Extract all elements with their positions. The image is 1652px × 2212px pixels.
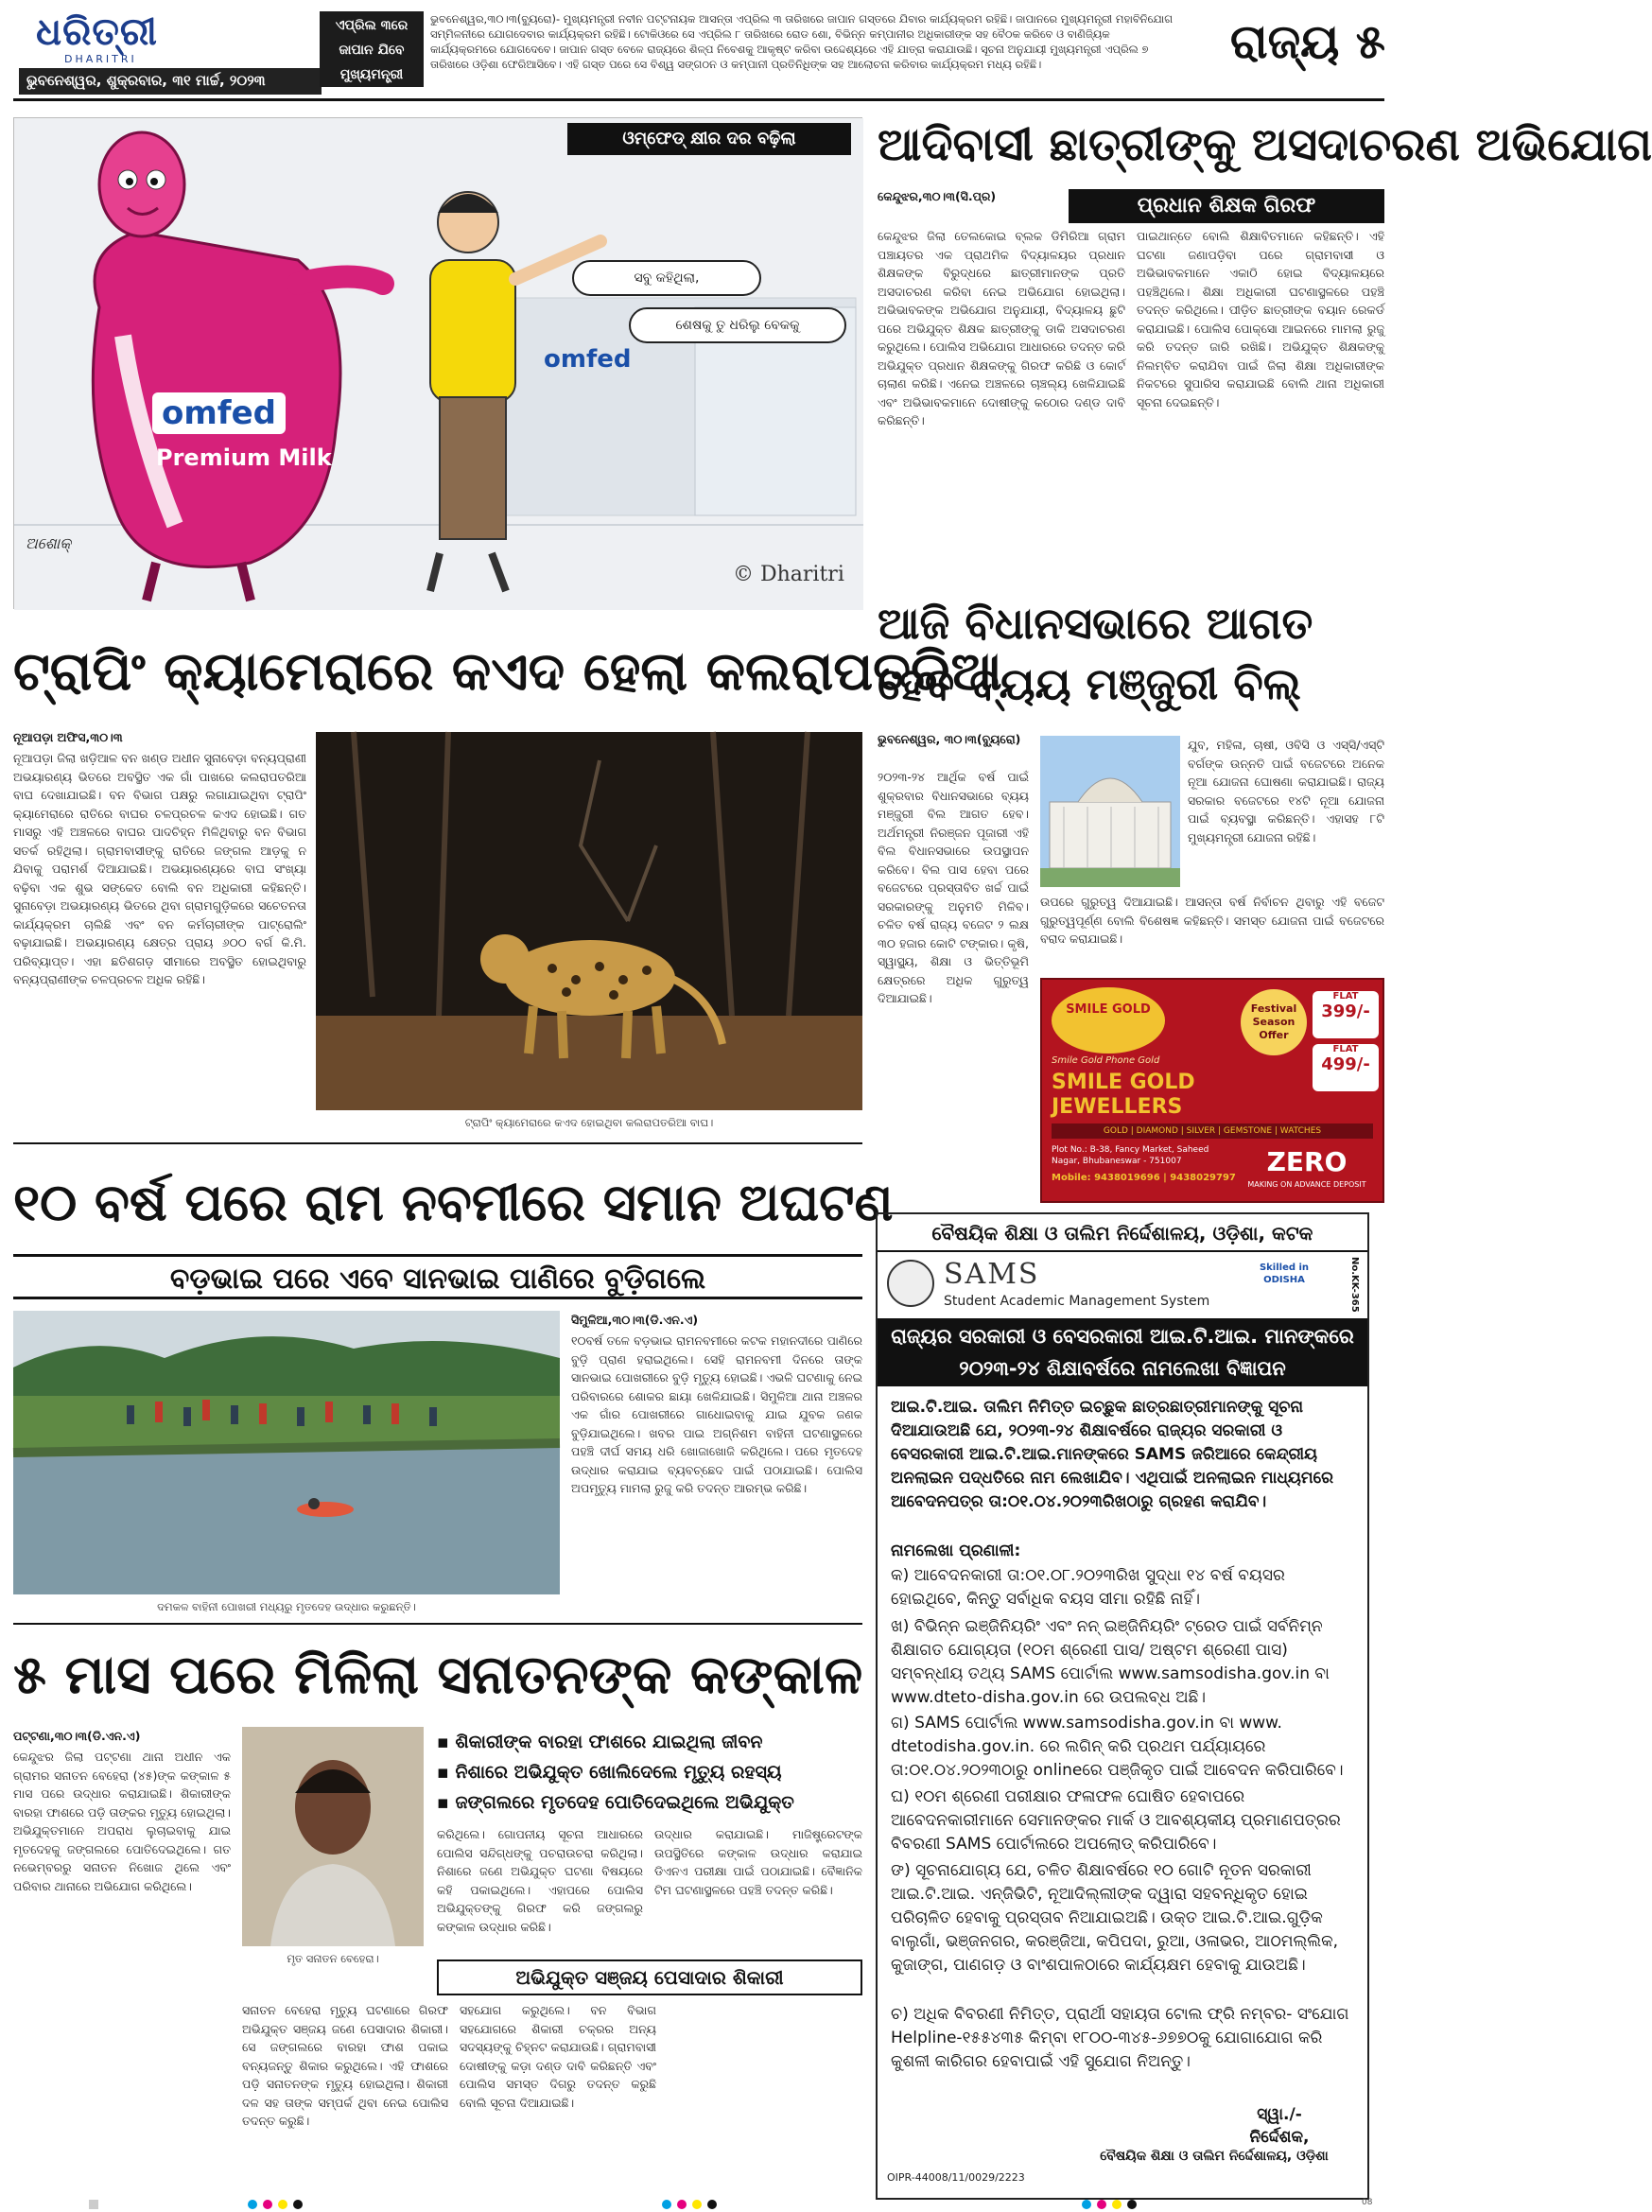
ad-zero: ZERO bbox=[1266, 1146, 1348, 1177]
packet-label: Premium Milk bbox=[156, 444, 332, 471]
bullet-1-text: ଶିକାରୀଙ୍କ ବାରହା ଫାଶରେ ଯାଇଥିଲା ଜୀବନ bbox=[455, 1732, 763, 1752]
section-rule-1 bbox=[13, 1142, 862, 1144]
wall-brand: omfed bbox=[544, 345, 632, 374]
section-title: ରାଜ୍ୟ ୫ bbox=[1229, 13, 1385, 69]
issue-dateline: ଭୁବନେଶ୍ୱର, ଶୁକ୍ରବାର, ୩୧ ମାର୍ଚ୍ଚ, ୨୦୨୩ bbox=[19, 68, 322, 95]
ad-offer-1-label: FLAT bbox=[1332, 991, 1359, 1001]
sams-logo: SAMS bbox=[944, 1258, 1040, 1291]
yellow-dot-2 bbox=[692, 2200, 702, 2209]
cyan-dot-3 bbox=[1082, 2200, 1091, 2209]
bullet-3-text: ଜଙ୍ଗଲରେ ମୃତଦେହ ପୋତିଦେଇଥିଲେ ଅଭିଯୁକ୍ତ bbox=[455, 1792, 794, 1813]
cyan-dot bbox=[248, 2200, 257, 2209]
skeleton-col-1: କେନ୍ଦୁଝର ଜିଲା ପଟ୍ଟଣା ଥାନା ଅଧୀନ ଏକ ଗ୍ରାମର ସନାତନ ବେହେରା (୪୫)ଙ୍କ କଙ୍କାଳ ୫ ମାସ ପରେ ଉଦ୍ଧାର କରାଯାଇଛି। ଶିକାରୀଙ୍କ ବାରହା ଫାଶରେ ପଡ଼ି ତାଙ୍କର ମୃତ୍ୟୁ ହୋଇଥିଲା। ଅଭିଯୁକ୍ତମାନେ ଅପରାଧ ଲୁଚାଇବାକୁ ଯାଇ ମୃତଦେହକୁ ଜଙ୍ଗଲରେ ପୋତିଦେଇଥିଲେ। ଗତ ନଭେମ୍ବରରୁ ସନାତନ ନିଖୋଜ ଥିଲେ ଏବଂ ପରିବାର ଥାନାରେ ଅଭିଯୋଗ କରିଥିଲେ। bbox=[13, 1750, 231, 1893]
skeleton-col-3: ଉଦ୍ଧାର କରାଯାଇଛି। ମାଜିଷ୍ଟ୍ରେଟଙ୍କ ଉପସ୍ଥିତିରେ କଙ୍କାଳ ଉଦ୍ଧାର କରାଯାଇ ଡିଏନଏ ପରୀକ୍ଷା ପାଇଁ ପଠାଯାଇଛି। ବୈଜ୍ଞାନିକ ଟିମ ଘଟଣାସ୍ଥଳରେ ପହଞ୍ଚି ତଦନ୍ତ କରିଛି। bbox=[654, 1827, 862, 1897]
speech-bubble-1: ସବୁ କହିଥିଲା, bbox=[572, 260, 761, 296]
bill-dateline: ଭୁବନେଶ୍ୱର, ୩୦।୩(ବ୍ୟୁରୋ) bbox=[878, 732, 1021, 746]
tribal-col-1: କେନ୍ଦୁଝର ଜିଲା ତେଲକୋଇ ବ୍ଲକ ଡିମିରିଆ ଗ୍ରାମ ପଞ୍ଚାୟତର ଏକ ପ୍ରାଥମିକ ବିଦ୍ୟାଳୟର ପ୍ରଧାନ ଶିକ୍ଷକଙ୍କ ବିରୁଦ୍ଧରେ ଛାତ୍ରୀମାନଙ୍କ ପ୍ରତି ଅସଦାଚରଣ କରିବା ନେଇ ଅଭିଯୋଗ ହୋଇଥିଲା। ଅଭିଭାବକଙ୍କ ଅଭିଯୋଗ ଅନୁଯାୟୀ, ବିଦ୍ୟାଳୟ ଛୁଟି ପରେ ଅଭିଯୁକ୍ତ ଶିକ୍ଷକ ଛାତ୍ରୀଙ୍କୁ ଡାକି ଅସଦାଚରଣ କରୁଥିଲେ। ପୋଲିସ ଅଭିଯୋଗ ଆଧାରରେ ତଦନ୍ତ କରି ଅଭିଯୁକ୍ତ ପ୍ରଧାନ ଶିକ୍ଷକଙ୍କୁ ଗିରଫ କରିଛି ଓ କୋର୍ଟ ଚାଲାଣ କରିଛି। ଏନେଇ ଅଞ୍ଚଳରେ ଚାଞ୍ଚଲ୍ୟ ଖେଳିଯାଇଛି ଏବଂ ଅଭିଭାବକମାନେ ଦୋଷୀଙ୍କୁ କଠୋର ଦଣ୍ଡ ଦାବି କରିଛନ୍ତି। bbox=[878, 229, 1125, 427]
bullet-2: ▪ ନିଶାରେ ଅଭିଯୁକ୍ତ ଖୋଲିଦେଲେ ମୃତ୍ୟୁ ରହସ୍ୟ bbox=[437, 1762, 782, 1783]
assembly-building bbox=[1040, 736, 1180, 887]
drown-body: ୧୦ବର୍ଷ ତଳେ ବଡ଼ଭାଇ ରାମନବମୀରେ କଟକ ମହାନଦୀରେ ପାଣିରେ ବୁଡ଼ି ପ୍ରାଣ ହରାଇଥିଲେ। ସେହି ରାମନବମୀ ଦିନରେ ତାଙ୍କ ସାନଭାଇ ପୋଖରୀରେ ବୁଡ଼ି ମୃତ୍ୟୁ ହୋଇଛି। ଏଭଳି ଘଟଣାକୁ ନେଇ ପରିବାରରେ ଶୋକର ଛାୟା ଖେଳିଯାଇଛି। ସିମୁଳିଆ ଥାନା ଅଞ୍ଚଳର ଏକ ଗାଁର ପୋଖରୀରେ ଗାଧୋଇବାକୁ ଯାଇ ଯୁବକ ଜଣକ ବୁଡ଼ିଯାଇଥିଲେ। ଖବର ପାଇ ଅଗ୍ନିଶମ ବାହିନୀ ଘଟଣାସ୍ଥଳରେ ପହଞ୍ଚି ଦୀର୍ଘ ସମୟ ଧରି ଖୋଜାଖୋଜି କରିଥିଲେ। ପରେ ମୃତଦେହ ଉଦ୍ଧାର କରାଯାଇ ବ୍ୟବଚ୍ଛେଦ ପାଇଁ ପଠାଯାଇଛି। ପୋଲିସ ଅପମୃତ୍ୟୁ ମାମଲା ରୁଜୁ କରି ତଦନ୍ତ ଆରମ୍ଭ କରିଛି। bbox=[571, 1333, 862, 1495]
bill-headline-1[interactable]: ଆଜି ବିଧାନସଭାରେ ଆଗତ bbox=[878, 598, 1313, 649]
notice-item-4: ଘ) ୧୦ମ ଶ୍ରେଣୀ ପରୀକ୍ଷାର ଫଳାଫଳ ଘୋଷିତ ହେବାପରେ ଆବେଦନକାରୀମାନେ ସେମାନଙ୍କର ମାର୍କ ଓ ଆବଶ୍ୟକୀୟ ପ୍ରମାଣପତ୍ରର ବିବରଣୀ SAMS ପୋର୍ଟାଲରେ ଅପଲୋଡ୍ କରିପାରିବେ। bbox=[891, 1787, 1341, 1854]
teaser-headline: ଏପ୍ରିଲ ୩ରେ ଜାପାନ ଯିବେ ମୁଖ୍ୟମନ୍ତ୍ରୀ bbox=[320, 11, 424, 87]
drown-dateline: ସିମୁଳିଆ,୩୦।୩(ଡି.ଏନ.ଏ) bbox=[571, 1313, 699, 1327]
bill-body-1: ୨୦୨୩-୨୪ ଆର୍ଥିକ ବର୍ଷ ପାଇଁ ଶୁକ୍ରବାର ବିଧାନସଭାରେ ବ୍ୟୟ ମଞ୍ଜୁରୀ ବିଲ ଆଗତ ହେବ। ଅର୍ଥମନ୍ତ୍ରୀ ନିରଞ୍ଜନ ପୂଜାରୀ ଏହି ବିଲ ବିଧାନସଭାରେ ଉପସ୍ଥାପନ କରିବେ। ବିଲ ପାସ ହେବା ପରେ ବଜେଟରେ ପ୍ରସ୍ତାବିତ ଖର୍ଚ୍ଚ ପାଇଁ ସରକାରଙ୍କୁ ଅନୁମତି ମିଳିବ। ଚଳିତ ବର୍ଷ ରାଜ୍ୟ ବଜେଟ ୨ ଲକ୍ଷ ୩୦ ହଜାର କୋଟି ଟଙ୍କାର। କୃଷି, ସ୍ୱାସ୍ଥ୍ୟ, ଶିକ୍ଷା ଓ ଭିତ୍ତିଭୂମି କ୍ଷେତ୍ରରେ ଅଧିକ ଗୁରୁତ୍ୱ ଦିଆଯାଇଛି। bbox=[878, 770, 1029, 1005]
pond-scene bbox=[13, 1311, 560, 1594]
tribal-subhead: ପ୍ରଧାନ ଶିକ୍ଷକ ଗିରଫ bbox=[1069, 189, 1384, 223]
ad-offer-1-value: 399/- bbox=[1321, 1001, 1370, 1021]
victim-photo bbox=[242, 1727, 424, 1946]
ad-offer-2-label: FLAT bbox=[1332, 1044, 1359, 1054]
assembly-photo bbox=[1040, 736, 1180, 887]
leopard-photo bbox=[316, 732, 862, 1110]
notice-item-6: ଚ) ଅଧିକ ବିବରଣୀ ନିମିତ୍ତ, ପ୍ରାର୍ଥୀ ସହାୟତା ଟୋଲ ଫ୍ରି ନମ୍ବର- ସଂଯୋଗ Helpline-୧୫୫୪୩୫ କିମ୍ବା ୧୮୦୦-୩୪୫-୬୭୭୦କୁ ଯୋଗାଯୋଗ କରି କୁଶଳୀ କାରିଗର ହେବାପାଇଁ ଏହି ସୁଯୋଗ ନିଅନ୍ତୁ। bbox=[891, 2005, 1349, 2071]
ad-name: SMILE GOLD JEWELLERS bbox=[1052, 1071, 1195, 1119]
notice-item-1: କ) ଆବେଦନକାରୀ ତା:୦୧.୦୮.୨୦୨୩ରିଖ ସୁଦ୍ଧା ୧୪ ବର୍ଷ ବୟସର ହୋଇଥିବେ, କିନ୍ତୁ ସର୍ବାଧିକ ବୟସ ସୀମା ରହିଛି ନାହିଁ। bbox=[891, 1566, 1285, 1609]
cartoon-panel bbox=[13, 117, 862, 609]
ad-offer-1 bbox=[1313, 991, 1379, 1038]
skeleton-bullets bbox=[437, 1727, 862, 1818]
notice-item-2: ଖ) ବିଭିନ୍ନ ଇଞ୍ଜିନିୟରିଂ ଏବଂ ନନ୍ ଇଞ୍ଜିନିୟରିଂ ଟ୍ରେଡ ପାଇଁ ସର୍ବନିମ୍ନ ଶିକ୍ଷାଗତ ଯୋଗ୍ୟତା (୧୦ମ ଶ୍ରେଣୀ ପାସ/ ଅଷ୍ଟମ ଶ୍ରେଣୀ ପାସ) ସମ୍ବନ୍ଧୀୟ ତଥ୍ୟ SAMS ପୋର୍ଟାଲ www.samsodisha.gov.in ବା www.dteto-disha.gov.in ରେ ଉପଲବ୍ଧ ଅଛି। bbox=[891, 1617, 1330, 1707]
drown-caption: ଦମକଳ ବାହିନୀ ପୋଖରୀ ମଧ୍ୟରୁ ମୃତଦେହ ଉଦ୍ଧାର କରୁଛନ୍ତି। bbox=[157, 1600, 416, 1613]
logo-text: ଧରିତ୍ରୀ bbox=[36, 9, 158, 54]
notice-headline: ରାଜ୍ୟର ସରକାରୀ ଓ ବେସରକାରୀ ଆଇ.ଟି.ଆଇ. ମାନଙ୍କରେ ୨୦୨୩-୨୪ ଶିକ୍ଷାବର୍ଷରେ ନାମଲେଖା ବିଜ୍ଞାପନ bbox=[878, 1318, 1367, 1386]
sams-full: Student Academic Management System bbox=[944, 1294, 1210, 1309]
drown-photo bbox=[13, 1311, 560, 1594]
ad-tagline: Smile Gold Phone Gold bbox=[1052, 1055, 1160, 1066]
skeleton-subhead: ଅଭିଯୁକ୍ତ ସଞ୍ଜୟ ପେସାଦାର ଶିକାରୀ bbox=[437, 1959, 862, 1995]
notice-criteria-head: ନାମଲେଖା ପ୍ରଣାଳୀ: bbox=[891, 1541, 1021, 1560]
notice-item-3: ଗ) SAMS ପୋର୍ଟାଲ www.samsodisha.gov.in ବା www. dtetodisha.gov.in. ରେ ଲଗିନ୍ କରି ପ୍ରଥମ ପର୍ଯ୍ୟାୟରେ ତା:୦୧.୦୪.୨୦୨୩ଠାରୁ onlineରେ ପଞ୍ଜିକୃତ ପାଇଁ ଆବେଦନ କରିପାରିବେ। bbox=[891, 1714, 1344, 1780]
cartoon-credit: © Dharitri bbox=[733, 563, 844, 586]
ad-festival-badge: Festival Season Offer bbox=[1241, 989, 1307, 1055]
ad-address: Plot No.: B-38, Fancy Market, Saheed Nagar, Bhubaneswar - 751007 bbox=[1052, 1145, 1209, 1166]
ad-items: GOLD | DIAMOND | SILVER | GEMSTONE | WATCHES bbox=[1052, 1123, 1373, 1139]
tribal-headline[interactable]: ଆଦିବାସୀ ଛାତ୍ରୀଙ୍କୁ ଅସଦାଚରଣ ଅଭିଯୋଗ bbox=[878, 118, 1652, 171]
masthead-logo[interactable] bbox=[36, 11, 178, 66]
bill-headline-2[interactable]: ହେବ ବ୍ୟୟ ମଞ୍ଜୁରୀ ବିଲ୍ bbox=[878, 658, 1301, 709]
victim-portrait bbox=[242, 1727, 424, 1946]
reg-mark bbox=[89, 2200, 98, 2209]
skeleton-col-4: ସନାତନ ବେହେରା ମୃତ୍ୟୁ ଘଟଣାରେ ଗିରଫ ଅଭିଯୁକ୍ତ ସଞ୍ଜୟ ଜଣେ ପେସାଦାର ଶିକାରୀ। ସେ ଜଙ୍ଗଲରେ ବାରହା ଫାଶ ପକାଇ ବନ୍ୟଜନ୍ତୁ ଶିକାର କରୁଥିଲେ। ଏହି ଫାଶରେ ପଡ଼ି ସନାତନଙ୍କ ମୃତ୍ୟୁ ହୋଇଥିଲା। ଶିକାରୀ ଦଳ ସହ ତାଙ୍କ ସମ୍ପର୍କ ଥିବା ନେଇ ପୋଲିସ ତଦନ୍ତ କରୁଛି। bbox=[242, 2003, 448, 2128]
ad-zero-sub: MAKING ON ADVANCE DEPOSIT bbox=[1247, 1180, 1366, 1189]
magenta-dot bbox=[263, 2200, 272, 2209]
ad-brand-logo: SMILE GOLD bbox=[1052, 987, 1165, 1054]
cartoon-banner: ଓମ୍‌ଫେଡ୍ କ୍ଷୀର ଦର ବଢ଼ିଲା bbox=[567, 123, 851, 155]
ad-offer-2 bbox=[1313, 1044, 1379, 1091]
yellow-dot bbox=[278, 2200, 287, 2209]
bullet-3: ▪ ଜଙ୍ଗଲରେ ମୃତଦେହ ପୋତିଦେଇଥିଲେ ଅଭିଯୁକ୍ତ bbox=[437, 1792, 794, 1813]
notice-item-5: ଙ) ସୂଚନାଯୋଗ୍ୟ ଯେ, ଚଳିତ ଶିକ୍ଷାବର୍ଷରେ ୧୦ ଗୋଟି ନୂତନ ସରକାରୀ ଆଇ.ଟି.ଆଇ. ଏନ୍‌ଜିଭିଟି, ନୂଆଦିଲ୍ଲୀଙ୍କ ଦ୍ୱାରା ସହବନ୍ଧିକୃତ ହୋଇ ପରିଚାଳିତ ହେବାକୁ ପ୍ରସ୍ତାବ ନିଆଯାଇଅଛି। ଉକ୍ତ ଆଇ.ଟି.ଆଇ.ଗୁଡ଼ିକ ବାଲୁଗାଁ, ଭଞ୍ଜନଗର, କରଞ୍ଜିଆ, କପିପଦା, ରୁଆ, ଓଳାଭର, ଆଠମଲ୍ଲିକ, କୁଜାଙ୍ଗ, ପାଣଗଡ଼ ଓ ବାଂଶପାଳଠାରେ କାର୍ଯ୍ୟକ୍ଷମ ହେବାକୁ ଯାଉଅଛି। bbox=[891, 1861, 1339, 1975]
skeleton-dateline: ପଟ୍ଟଣା,୩୦।୩(ଡି.ଏନ.ଏ) bbox=[13, 1729, 141, 1743]
tribal-col-2: ପାଇଥାନ୍ତେ ବୋଲି ଶିକ୍ଷାବିତମାନେ କହିଛନ୍ତି। ଏହି ଘଟଣା ଜଣାପଡ଼ିବା ପରେ ଗ୍ରାମବାସୀ ଓ ଅଭିଭାବକମାନେ ଏକାଠି ହୋଇ ବିଦ୍ୟାଳୟରେ ପହଞ୍ଚିଥିଲେ। ଶିକ୍ଷା ଅଧିକାରୀ ଘଟଣାସ୍ଥଳରେ ପହଞ୍ଚି ତଦନ୍ତ କରିଥିଲେ। ପୀଡ଼ିତ ଛାତ୍ରୀଙ୍କ ବୟାନ ରେକର୍ଡ କରାଯାଇଛି। ପୋଲିସ ପୋକ୍ସୋ ଆଇନରେ ମାମଲା ରୁଜୁ କରି ତଦନ୍ତ ଜାରି ରଖିଛି। ଅଭିଯୁକ୍ତ ଶିକ୍ଷକଙ୍କୁ ନିଲମ୍ବିତ କରାଯିବା ପାଇଁ ଜିଲା ଶିକ୍ଷା ଅଧିକାରୀଙ୍କ ନିକଟରେ ସୁପାରିସ କରାଯାଇଛି ବୋଲି ଥାନା ଅଧିକାରୀ ସୂଚନା ଦେଇଛନ୍ତି। bbox=[1137, 229, 1384, 409]
notice-title: ବୈଷୟିକ ଶିକ୍ଷା ଓ ତାଲିମ ନିର୍ଦ୍ଦେଶାଳୟ, ଓଡ଼ିଶା, କଟକ bbox=[878, 1214, 1367, 1252]
bill-body-2: ଯୁବ, ମହିଳା, ଚାଷୀ, ଓବିସି ଓ ଏସ୍‌ସି/ଏସ୍‌ଟି ବର୍ଗଙ୍କ ଉନ୍ନତି ପାଇଁ ବଜେଟରେ ଅନେକ ନୂଆ ଯୋଜନା ଘୋଷଣା କରାଯାଇଛି। ରାଜ୍ୟ ସରକାର ବଜେଟରେ ୧୪ଟି ନୂଆ ଯୋଜନା ପାଇଁ ବ୍ୟବସ୍ଥା କରିଛନ୍ତି। ଏହାସହ ୮ଟି ମୁଖ୍ୟମନ୍ତ୍ରୀ ଯୋଜନା ରହିଛି। bbox=[1188, 738, 1384, 845]
black-dot-2 bbox=[707, 2200, 717, 2209]
masthead-rule bbox=[13, 98, 1384, 101]
cartoonist-signature: ଅଶୋକ୍ bbox=[26, 534, 72, 552]
notice-sig-1: ସ୍ୱା./- bbox=[1257, 2105, 1302, 2124]
speech-bubble-2: ଶେଷକୁ ତୁ ଧରିଲୁ ବେକକୁ bbox=[629, 307, 846, 343]
odisha-emblem-icon bbox=[887, 1260, 934, 1307]
leopard-headline[interactable]: ଟ୍ରାପିଂ କ୍ୟାମେରାରେ କଏଦ ହେଲା କଲରାପତରିଆ bbox=[13, 640, 1002, 703]
bullet-1: ▪ ଶିକାରୀଙ୍କ ବାରହା ଫାଶରେ ଯାଇଥିଲା ଜୀବନ bbox=[437, 1732, 763, 1752]
magenta-dot-2 bbox=[677, 2200, 687, 2209]
cyan-dot-2 bbox=[662, 2200, 671, 2209]
teaser-body: ଭୁବନେଶ୍ୱର,୩୦।୩(ବ୍ୟୁରୋ)- ମୁଖ୍ୟମନ୍ତ୍ରୀ ନବୀନ ପଟ୍ଟନାୟକ ଆସନ୍ତା ଏପ୍ରିଲ ୩ ତାରିଖରେ ଜାପାନ ଗସ୍ତରେ ଯିବାର କାର୍ଯ୍ୟକ୍ରମ ରହିଛି। ଜାପାନରେ ମୁଖ୍ୟମନ୍ତ୍ରୀ ମହାବିନିଯୋଗ ସମ୍ମିଳନୀରେ ଯୋଗଦେବାର କାର୍ଯ୍ୟକ୍ରମ ରହିଛି। ଟୋକିଓରେ ସେ ଏପ୍ରିଲ ୮ ତାରିଖରେ ରୋଡ ଶୋ, ବିଭିନ୍ନ କମ୍ପାନୀର ଅଧିକାରୀଙ୍କ ସହ ବୈଠକ କରିବେ ଓ ବାଣିଜ୍ୟିକ କାର୍ଯ୍ୟକ୍ରମରେ ଯୋଗଦେବେ। ଜାପାନ ଗସ୍ତ ବେଳେ ରାଜ୍ୟରେ ଶିଳ୍ପ ନିବେଶକୁ ଆକୃଷ୍ଟ କରିବା ଉଦ୍ଦେଶ୍ୟରେ ଏହି ଯାତ୍ରା କରାଯାଉଛି। ସୂଚନା ଅନୁଯାୟୀ ମୁଖ୍ୟମନ୍ତ୍ରୀ ଏପ୍ରିଲ ୭ ତାରିଖରେ ଓଡ଼ିଶା ଫେରିଆସିବେ। ଏହି ଗସ୍ତ ପରେ ସେ ବିଶ୍ୱ ସଙ୍ଗଠନ ଓ କମ୍ପାନୀ ପ୍ରତିନିଧିଙ୍କ ସହ ଆଲୋଚନା କରିବାର କାର୍ଯ୍ୟକ୍ରମ ମଧ୍ୟ ରହିଛି। bbox=[430, 12, 1174, 71]
ad-offer-2-value: 499/- bbox=[1321, 1054, 1370, 1074]
notice-sig-2: ନିର୍ଦ୍ଦେଶକ, bbox=[1249, 2128, 1310, 2147]
bill-body-3: ଉପରେ ଗୁରୁତ୍ୱ ଦିଆଯାଇଛି। ଆସନ୍ତା ବର୍ଷ ନିର୍ବାଚନ ଥିବାରୁ ଏହି ବଜେଟ ଗୁରୁତ୍ୱପୂର୍ଣ୍ଣ ବୋଲି ବିଶେଷଜ୍ଞ କହିଛନ୍ତି। ସମସ୍ତ ଯୋଜନା ପାଇଁ ବଜେଟରେ ବରାଦ କରାଯାଇଛି। bbox=[1040, 895, 1384, 946]
leopard-caption: ଟ୍ରାପିଂ କ୍ୟାମେରାରେ କଏଦ ହୋଇଥିବା କଲରାପତରିଆ ବାଘ। bbox=[464, 1116, 714, 1129]
skeleton-col-2: କରିଥିଲେ। ଗୋପନୀୟ ସୂଚନା ଆଧାରରେ ପୋଲିସ ସନ୍ଦିଗ୍ଧଙ୍କୁ ପଚରାଉଚରା କରିଥିଲା। ନିଶାରେ ଜଣେ ଅଭିଯୁକ୍ତ ଘଟଣା ବିଷୟରେ କହି ପକାଇଥିଲେ। ଏହାପରେ ପୋଲିସ ଅଭିଯୁକ୍ତଙ୍କୁ ଗିରଫ କରି ଜଙ୍ଗଲରୁ କଙ୍କାଳ ଉଦ୍ଧାର କରିଛି। bbox=[437, 1827, 643, 1934]
bullet-2-text: ନିଶାରେ ଅଭିଯୁକ୍ତ ଖୋଲିଦେଲେ ମୃତ୍ୟୁ ରହସ୍ୟ bbox=[455, 1762, 782, 1783]
section-rule-2 bbox=[13, 1623, 862, 1625]
notice-sig-3: ବୈଷୟିକ ଶିକ୍ଷା ଓ ତାଲିମ ନିର୍ଦ୍ଦେଶାଳୟ, ଓଡ଼ିଶା bbox=[1100, 2149, 1329, 2164]
magenta-dot-3 bbox=[1097, 2200, 1106, 2209]
skeleton-headline[interactable]: ୫ ମାସ ପରେ ମିଳିଲା ସନାତନଙ୍କ କଙ୍କାଳ bbox=[13, 1644, 863, 1706]
drown-subhead: ବଡ଼ଭାଇ ପରେ ଏବେ ସାନଭାଇ ପାଣିରେ ବୁଡ଼ିଗଲେ bbox=[13, 1254, 862, 1299]
victim-caption: ମୃତ ସନାତନ ବେହେରା। bbox=[287, 1952, 379, 1965]
black-dot-3 bbox=[1127, 2200, 1137, 2209]
black-dot bbox=[293, 2200, 303, 2209]
packet-brand: omfed bbox=[152, 392, 286, 434]
leopard-body: ନୂଆପଡ଼ା ଜିଲା ଖଡ଼ିଆଳ ବନ ଖଣ୍ଡ ଅଧୀନ ସୁନାବେଡ଼ା ବନ୍ୟପ୍ରାଣୀ ଅଭୟାରଣ୍ୟ ଭିତରେ ଅବସ୍ଥିତ ଏକ ଗାଁ ପାଖରେ କଲରାପତରିଆ ବାଘ ଦେଖାଯାଇଛି। ବନ ବିଭାଗ ପକ୍ଷରୁ ଲଗାଯାଇଥିବା ଟ୍ରାପିଂ କ୍ୟାମେରାରେ ରାତିରେ ବାଘର ଚଳପ୍ରଚଳ କଏଦ ହୋଇଛି। ଗତ ମାସରୁ ଏହି ଅଞ୍ଚଳରେ ବାଘର ପାଦଚିହ୍ନ ମିଳିଥିବାରୁ ବନ ବିଭାଗ ସତର୍କ ରହିଥିଲା। ଗ୍ରାମବାସୀଙ୍କୁ ରାତିରେ ଜଙ୍ଗଲ ଆଡ଼କୁ ନ ଯିବାକୁ ପରାମର୍ଶ ଦିଆଯାଇଛି। ଅଭୟାରଣ୍ୟରେ ବାଘ ସଂଖ୍ୟା ବଢ଼ିବା ଏକ ଶୁଭ ସଙ୍କେତ ବୋଲି ବନ ଅଧିକାରୀ କହିଛନ୍ତି। ସୁନାବେଡ଼ା ଅଭୟାରଣ୍ୟ ଭିତରେ ଥିବା ଗ୍ରାମଗୁଡ଼ିକରେ ସଚେତନତା କାର୍ଯ୍ୟକ୍ରମ ଚାଲିଛି ଏବଂ ବନ କର୍ମଚାରୀଙ୍କ ପାଟ୍ରୋଲିଂ ବଢ଼ାଯାଇଛି। ଅଭୟାରଣ୍ୟ କ୍ଷେତ୍ର ପ୍ରାୟ ୬୦୦ ବର୍ଗ କି.ମି. ପରିବ୍ୟାପ୍ତ। ଏହା ଛତିଶଗଡ଼ ସୀମାରେ ଅବସ୍ଥିତ ହୋଇଥିବାରୁ ବନ୍ୟପ୍ରାଣୀଙ୍କ ଚଳପ୍ରଚଳ ଅଧିକ ରହିଛି। bbox=[13, 751, 306, 986]
leopard-dateline: ନୂଆପଡ଼ା ଅଫିସ,୩୦।୩ bbox=[13, 730, 123, 744]
notice-ref: No.KK-365 bbox=[1349, 1256, 1360, 1313]
tribal-dateline: କେନ୍ଦୁଝର,୩୦।୩(ସି.ପ୍ର) bbox=[878, 189, 997, 203]
skilled-odisha-logo: Skilled in ODISHA bbox=[1259, 1263, 1310, 1285]
notice-oipr: OIPR-44008/11/0029/2223 bbox=[887, 2171, 1025, 2184]
notice-intro: ଆଇ.ଟି.ଆଇ. ତାଲିମ ନିମିତ୍ତ ଇଚ୍ଛୁକ ଛାତ୍ରଛାତ୍ରୀମାନଙ୍କୁ ସୂଚନା ଦିଆଯାଉଅଛି ଯେ, ୨୦୨୩-୨୪ ଶିକ୍ଷାବର୍ଷରେ ରାଜ୍ୟର ସରକାରୀ ଓ ବେସରକାରୀ ଆଇ.ଟି.ଆଇ.ମାନଙ୍କରେ SAMS ଜରିଆରେ କେନ୍ଦ୍ରୀୟ ଅନଲାଇନ ପଦ୍ଧତିରେ ନାମ ଲେଖାଯିବ। ଏଥିପାଇଁ ଅନଲାଇନ ମାଧ୍ୟମରେ ଆବେଦନପତ୍ର ତା:୦୧.୦୪.୨୦୨୩ରିଖଠାରୁ ଗ୍ରହଣ କରାଯିବ। bbox=[891, 1398, 1334, 1511]
skeleton-col-5: ସହଯୋଗ କରୁଥିଲେ। ବନ ବିଭାଗ ସହଯୋଗରେ ଶିକାରୀ ଚକ୍ରର ଅନ୍ୟ ସଦସ୍ୟଙ୍କୁ ଚିହ୍ନଟ କରାଯାଉଛି। ଗ୍ରାମବାସୀ ଦୋଷୀଙ୍କୁ କଡ଼ା ଦଣ୍ଡ ଦାବି କରିଛନ୍ତି ଏବଂ ପୋଲିସ ସମସ୍ତ ଦିଗରୁ ତଦନ୍ତ କରୁଛି ବୋଲି ସୂଚନା ଦିଆଯାଇଛି। bbox=[460, 2003, 656, 2110]
print-marks bbox=[0, 2200, 1396, 2212]
drown-headline[interactable]: ୧୦ ବର୍ଷ ପରେ ରାମ ନବମୀରେ ସମାନ ଅଘଟଣ bbox=[13, 1172, 894, 1232]
iti-notice[interactable] bbox=[876, 1212, 1369, 2200]
cartoon-illustration bbox=[14, 118, 863, 610]
logo-subtext: DHARITRI bbox=[64, 53, 137, 65]
ad-mobile[interactable]: Mobile: 9438019696 | 9438029797 bbox=[1052, 1173, 1236, 1183]
jewellers-ad[interactable] bbox=[1040, 978, 1384, 1203]
yellow-dot-3 bbox=[1112, 2200, 1122, 2209]
leopard-scene bbox=[316, 732, 862, 1110]
page-number: 08 bbox=[1362, 2198, 1373, 2207]
